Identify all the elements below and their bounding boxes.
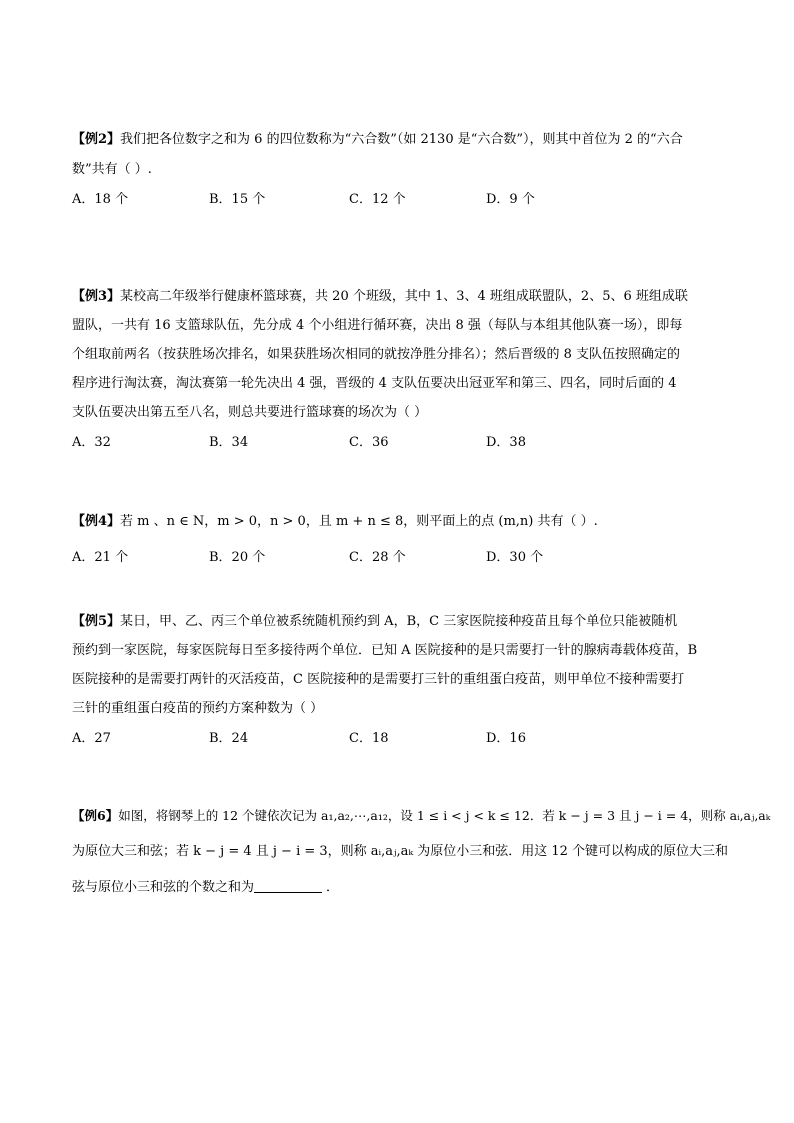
answer-options <box>72 433 732 453</box>
answer-options <box>72 548 732 568</box>
option-d: D．9 个 <box>486 192 535 207</box>
problem-example-5 <box>72 612 732 749</box>
problem-tag: 【例3】 <box>72 289 121 304</box>
problem-line: 程序进行淘汰赛，淘汰赛第一轮先决出 4 强，晋级的 4 支队伍要决出冠亚军和第三、四名，同时后面的 4 <box>72 376 677 391</box>
option-b: B．20 个 <box>209 550 266 565</box>
option-c: C．12 个 <box>349 192 406 207</box>
problem-tag: 【例6】 <box>72 808 119 823</box>
problem-line: 【例3】某校高二年级举行健康杯篮球赛，共 20 个班级，其中 1、3、4 班组成联盟队，2、5、6 班组成联 <box>72 289 688 304</box>
problem-tag: 【例2】 <box>72 132 121 147</box>
problem-line: 为原位大三和弦；若 k − j = 4 且 j − i = 3，则称 aᵢ,aⱼ,aₖ 为原位小三和弦．用这 12 个键可以构成的原位大三和 <box>72 844 729 859</box>
problem-line: 三针的重组蛋白疫苗的预约方案种数为（ ） <box>72 701 324 716</box>
problem-line: 医院接种的是需要打两针的灭活疫苗，C 医院接种的是需要打三针的重组蛋白疫苗，则甲单位不接种需要打 <box>72 672 685 687</box>
problem-line: 预约到一家医院，每家医院每日至多接待两个单位．已知 A 医院接种的是只需要打一针的腺病毒载体疫苗，B <box>72 643 698 658</box>
problem-tag: 【例5】 <box>72 614 121 629</box>
answer-options <box>72 190 732 210</box>
problem-line: 【例6】如图，将钢琴上的 12 个键依次记为 a₁,a₂,⋯,a₁₂，设 1 ≤ i < j < k ≤ 12．若 k − j = 3 且 j − i = 4，则称 aᵢ,aⱼ,aₖ <box>72 808 771 823</box>
answer-options <box>72 729 732 749</box>
option-a: A．27 <box>72 731 111 746</box>
option-b: B．24 <box>209 731 249 746</box>
answer-blank[interactable] <box>254 878 322 893</box>
option-c: C．18 <box>349 731 389 746</box>
option-d: D．16 <box>486 731 526 746</box>
problem-line: 弦与原位小三和弦的个数之和为 ． <box>72 880 340 895</box>
problem-line: 【例4】若 m 、n ∈ N，m > 0，n > 0，且 m + n ≤ 8，则平面上的点 (m,n) 共有（ ）. <box>72 514 598 529</box>
problem-line: 盟队，一共有 16 支篮球队伍，先分成 4 个小组进行循环赛，决出 8 强（每队与本组其他队赛一场），即每 <box>72 318 683 333</box>
option-a: A．32 <box>72 435 111 450</box>
option-c: C．28 个 <box>349 550 406 565</box>
problem-line: 数”共有（ ）. <box>72 162 152 177</box>
problem-example-4 <box>72 512 732 568</box>
option-b: B．34 <box>209 435 249 450</box>
problem-line: 支队伍要决出第五至八名，则总共要进行篮球赛的场次为（ ） <box>72 405 428 420</box>
problem-example-3 <box>72 287 732 453</box>
option-c: C．36 <box>349 435 389 450</box>
option-a: A．18 个 <box>72 192 129 207</box>
problem-line: 【例5】某日，甲、乙、丙三个单位被系统随机预约到 A，B，C 三家医院接种疫苗且每个单位只能被随机 <box>72 614 678 629</box>
problem-example-2 <box>72 130 732 210</box>
option-d: D．38 <box>486 435 526 450</box>
problem-tag: 【例4】 <box>72 514 121 529</box>
problem-line: 【例2】我们把各位数字之和为 6 的四位数称为“六合数”（如 2130 是“六合数”），则其中首位为 2 的“六合 <box>72 132 683 147</box>
problem-example-6 <box>72 806 771 898</box>
option-b: B．15 个 <box>209 192 266 207</box>
option-d: D．30 个 <box>486 550 544 565</box>
option-a: A．21 个 <box>72 550 129 565</box>
problem-line: 个组取前两名（按获胜场次排名，如果获胜场次相同的就按净胜分排名）；然后晋级的 8 支队伍按照确定的 <box>72 347 681 362</box>
